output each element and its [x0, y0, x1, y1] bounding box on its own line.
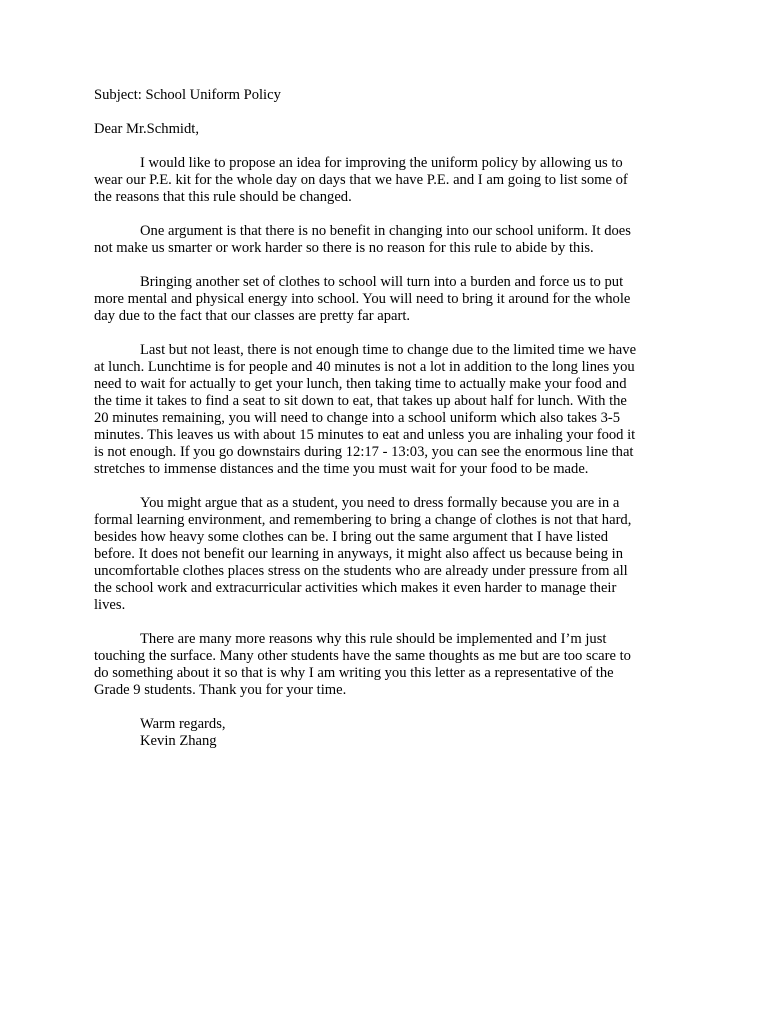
paragraph-5 [94, 495, 666, 614]
paragraph-line: is not enough. If you go downstairs during 12:17 - 13:03, you can see the enormous line that [94, 444, 634, 460]
paragraph-line: Bringing another set of clothes to school will turn into a burden and force us to put [140, 274, 624, 290]
paragraph-2 [94, 223, 666, 257]
paragraph-line: not make us smarter or work harder so there is no reason for this rule to abide by this. [94, 240, 594, 256]
paragraph-line: day due to the fact that our classes are pretty far apart. [94, 308, 411, 324]
salutation-text: Dear Mr.Schmidt, [94, 121, 199, 137]
paragraph-line: before. It does not benefit our learning in anyways, it might also affect us because being in [94, 546, 624, 562]
paragraph-line: besides how heavy some clothes can be. I bring out the same argument that I have listed [94, 529, 609, 545]
closing-text: Warm regards, [140, 716, 226, 732]
signoff-block [94, 716, 666, 750]
paragraph-line: wear our P.E. kit for the whole day on days that we have P.E. and I am going to list some of [94, 172, 628, 188]
paragraph-line: uncomfortable clothes places stress on the students who are already under pressure from all [94, 563, 628, 579]
paragraph-line: Grade 9 students. Thank you for your time. [94, 682, 347, 698]
subject-text: Subject: School Uniform Policy [94, 87, 281, 103]
paragraph-line: There are many more reasons why this rule should be implemented and I’m just [140, 631, 607, 647]
signature-name: Kevin Zhang [140, 733, 217, 749]
paragraph-line: stretches to immense distances and the time you must wait for your food to be made. [94, 461, 589, 477]
paragraph-1 [94, 155, 666, 206]
paragraph-line: do something about it so that is why I am writing you this letter as a representative of the [94, 665, 614, 681]
paragraph-line: minutes. This leaves us with about 15 minutes to eat and unless you are inhaling your food it [94, 427, 636, 443]
paragraph-3 [94, 274, 666, 325]
paragraph-line: Last but not least, there is not enough time to change due to the limited time we have [140, 342, 637, 358]
paragraph-line: the school work and extracurricular activities which makes it even harder to manage their [94, 580, 617, 596]
paragraph-line: You might argue that as a student, you need to dress formally because you are in a [140, 495, 620, 511]
paragraph-line: formal learning environment, and remembering to bring a change of clothes is not that hard, [94, 512, 632, 528]
letter-body [94, 87, 666, 750]
paragraph-6 [94, 631, 666, 699]
paragraph-line: lives. [94, 597, 126, 613]
paragraph-line: need to wait for actually to get your lunch, then taking time to actually make your food and [94, 376, 627, 392]
salutation [94, 121, 666, 138]
paragraph-line: at lunch. Lunchtime is for people and 40 minutes is not a lot in addition to the long lines you [94, 359, 635, 375]
paragraph-line: more mental and physical energy into school. You will need to bring it around for the whole [94, 291, 631, 307]
paragraph-4 [94, 342, 666, 478]
paragraph-line: I would like to propose an idea for improving the uniform policy by allowing us to [140, 155, 623, 171]
subject-line [94, 87, 666, 104]
paragraph-line: the time it takes to find a seat to sit down to eat, that takes up about half for lunch. With the [94, 393, 627, 409]
paragraph-line: 20 minutes remaining, you will need to change into a school uniform which also takes 3-5 [94, 410, 621, 426]
paragraph-line: One argument is that there is no benefit in changing into our school uniform. It does [140, 223, 631, 239]
paragraph-line: the reasons that this rule should be changed. [94, 189, 352, 205]
paragraph-line: touching the surface. Many other students have the same thoughts as me but are too scare to [94, 648, 631, 664]
